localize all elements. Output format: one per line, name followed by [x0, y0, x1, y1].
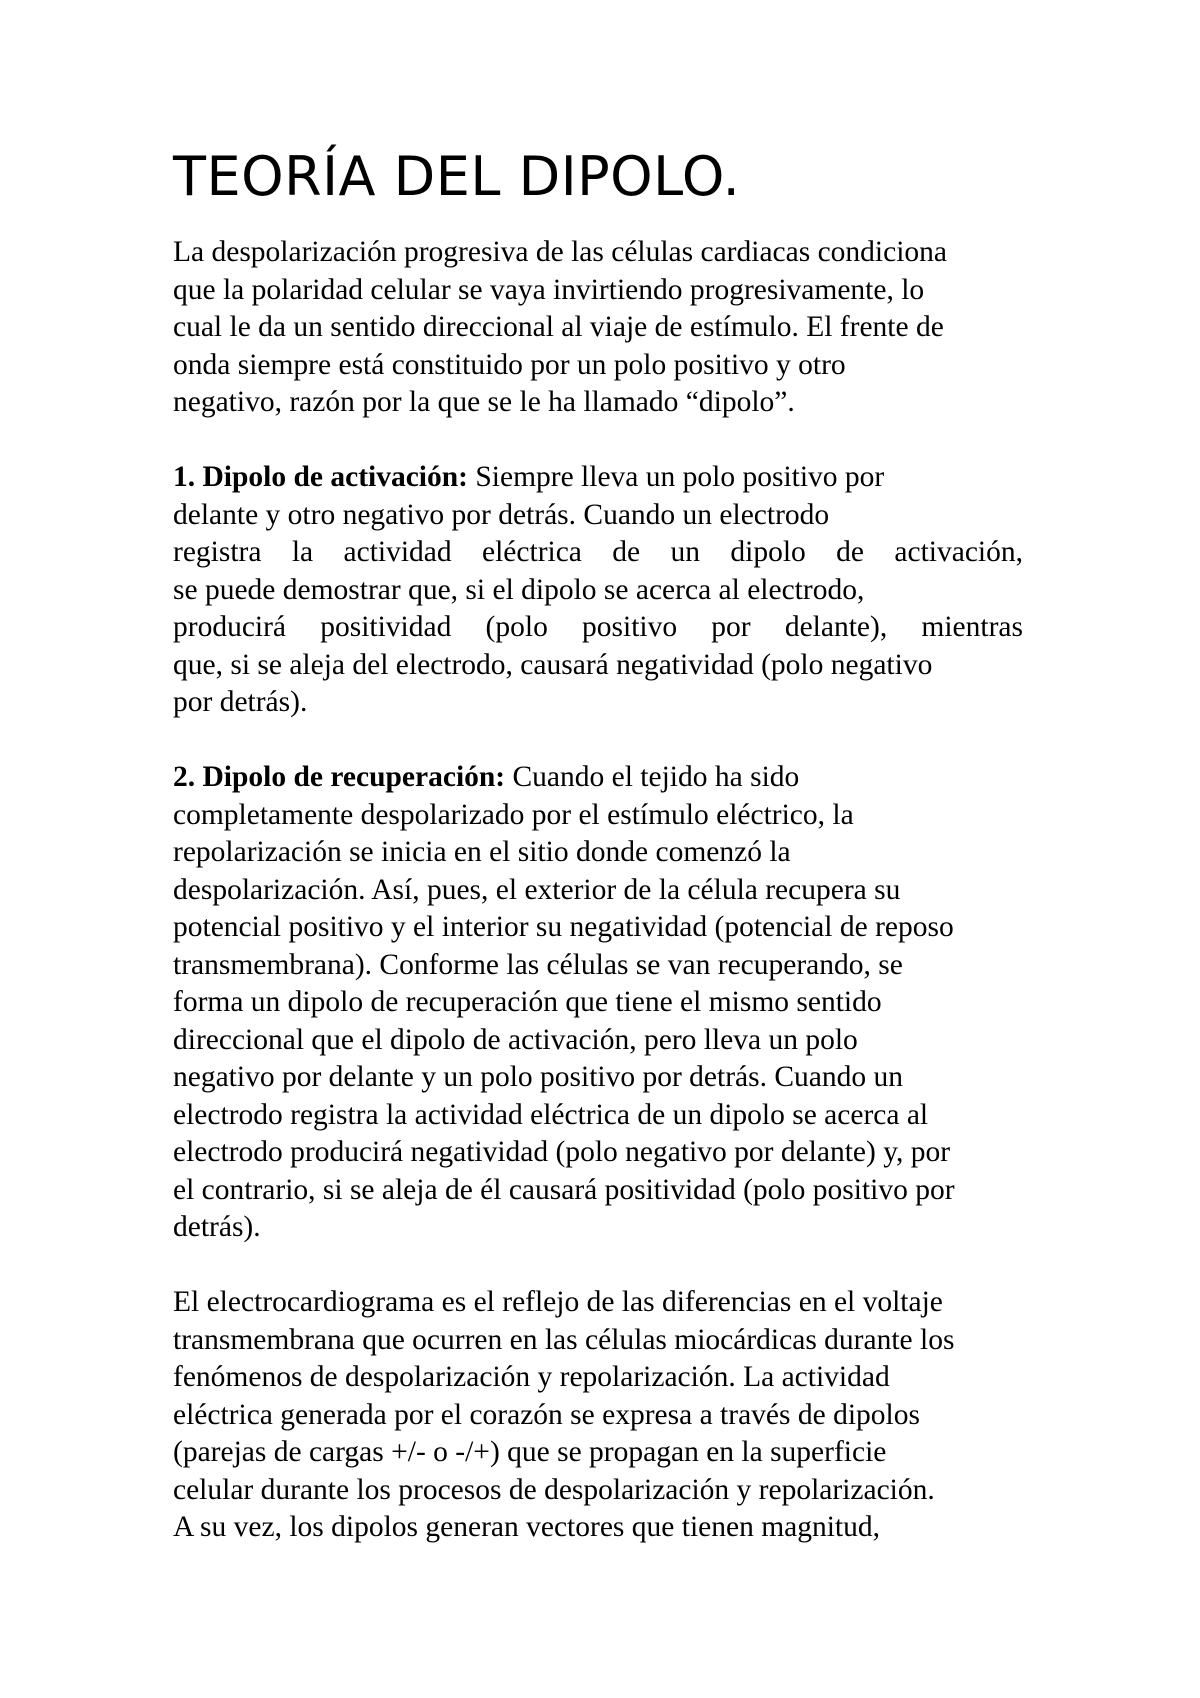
intro-line: cual le da un sentido direccional al viaje de estímulo. El frente de — [173, 311, 944, 343]
section2-line: repolarización se inicia en el sitio donde comenzó la — [173, 836, 791, 868]
section1-line: que, si se aleja del electrodo, causará negatividad (polo negativo — [173, 648, 933, 681]
section1-first-line — [173, 459, 1053, 497]
section2-line: transmembrana). Conforme las células se van recuperando, se — [173, 948, 903, 981]
section1-line: por detrás). — [173, 686, 308, 718]
closing-line: eléctrica generada por el corazón se expresa a través de dipolos — [173, 1398, 920, 1431]
section2-line: detrás). — [173, 1211, 261, 1243]
closing-line: El electrocardiograma es el reflejo de las diferencias en el voltaje — [173, 1286, 943, 1318]
section2-line: direccional que el dipolo de activación, pero lleva un polo — [173, 1023, 858, 1056]
section2-first-line — [173, 759, 1053, 797]
section2-heading: 2. Dipolo de recuperación: — [173, 761, 506, 793]
section2-line: forma un dipolo de recuperación que tiene el mismo sentido — [173, 986, 882, 1018]
paragraph-gap — [173, 722, 1053, 760]
section1-line: registra la actividad eléctrica de un dipolo de activación, — [173, 536, 1023, 568]
intro-line: onda siempre está constituido por un polo positivo y otro — [173, 348, 846, 381]
paragraph-gap — [173, 422, 1053, 460]
section2-line: potencial positivo y el interior su negatividad (potencial de reposo — [173, 911, 954, 943]
section1-line: se puede demostrar que, si el dipolo se acerca al electrodo, — [173, 573, 865, 606]
section2-line: despolarización. Así, pues, el exterior de la célula recupera su — [173, 873, 901, 906]
closing-line: A su vez, los dipolos generan vectores que tienen magnitud, — [173, 1511, 881, 1543]
section2-line: electrodo producirá negatividad (polo negativo por delante) y, por — [173, 1136, 951, 1168]
closing-line: transmembrana que ocurren en las células miocárdicas durante los — [173, 1323, 955, 1356]
section2-line: completamente despolarizado por el estímulo eléctrico, la — [173, 798, 854, 831]
section1-line: delante y otro negativo por detrás. Cuando un electrodo — [173, 498, 830, 531]
section2-line: electrodo registra la actividad eléctrica de un dipolo se acerca al — [173, 1098, 929, 1131]
paragraph-gap — [173, 1247, 1053, 1285]
closing-line: (parejas de cargas +/- o -/+) que se propagan en la superficie — [173, 1436, 887, 1468]
intro-line: que la polaridad celular se vaya invirtiendo progresivamente, lo — [173, 273, 925, 306]
closing-line: fenómenos de despolarización y repolarización. La actividad — [173, 1361, 890, 1393]
intro-line: negativo, razón por la que se le ha llamado “dipolo”. — [173, 386, 795, 418]
document-body — [173, 234, 1053, 1547]
section1-first-line-text: Siempre lleva un polo positivo por — [468, 461, 885, 493]
document-title: TEORÍA DEL DIPOLO. — [173, 145, 741, 208]
section2-first-line-text: Cuando el tejido ha sido — [505, 761, 800, 793]
intro-line: La despolarización progresiva de las células cardiacas condiciona — [173, 236, 948, 268]
section1-heading: 1. Dipolo de activación: — [173, 461, 468, 493]
section1-line: producirá positividad (polo positivo por delante), mientras — [173, 611, 1023, 643]
section2-line: el contrario, si se aleja de él causará positividad (polo positivo por — [173, 1173, 955, 1206]
closing-line: celular durante los procesos de despolarización y repolarización. — [173, 1473, 935, 1506]
section2-line: negativo por delante y un polo positivo por detrás. Cuando un — [173, 1061, 903, 1093]
